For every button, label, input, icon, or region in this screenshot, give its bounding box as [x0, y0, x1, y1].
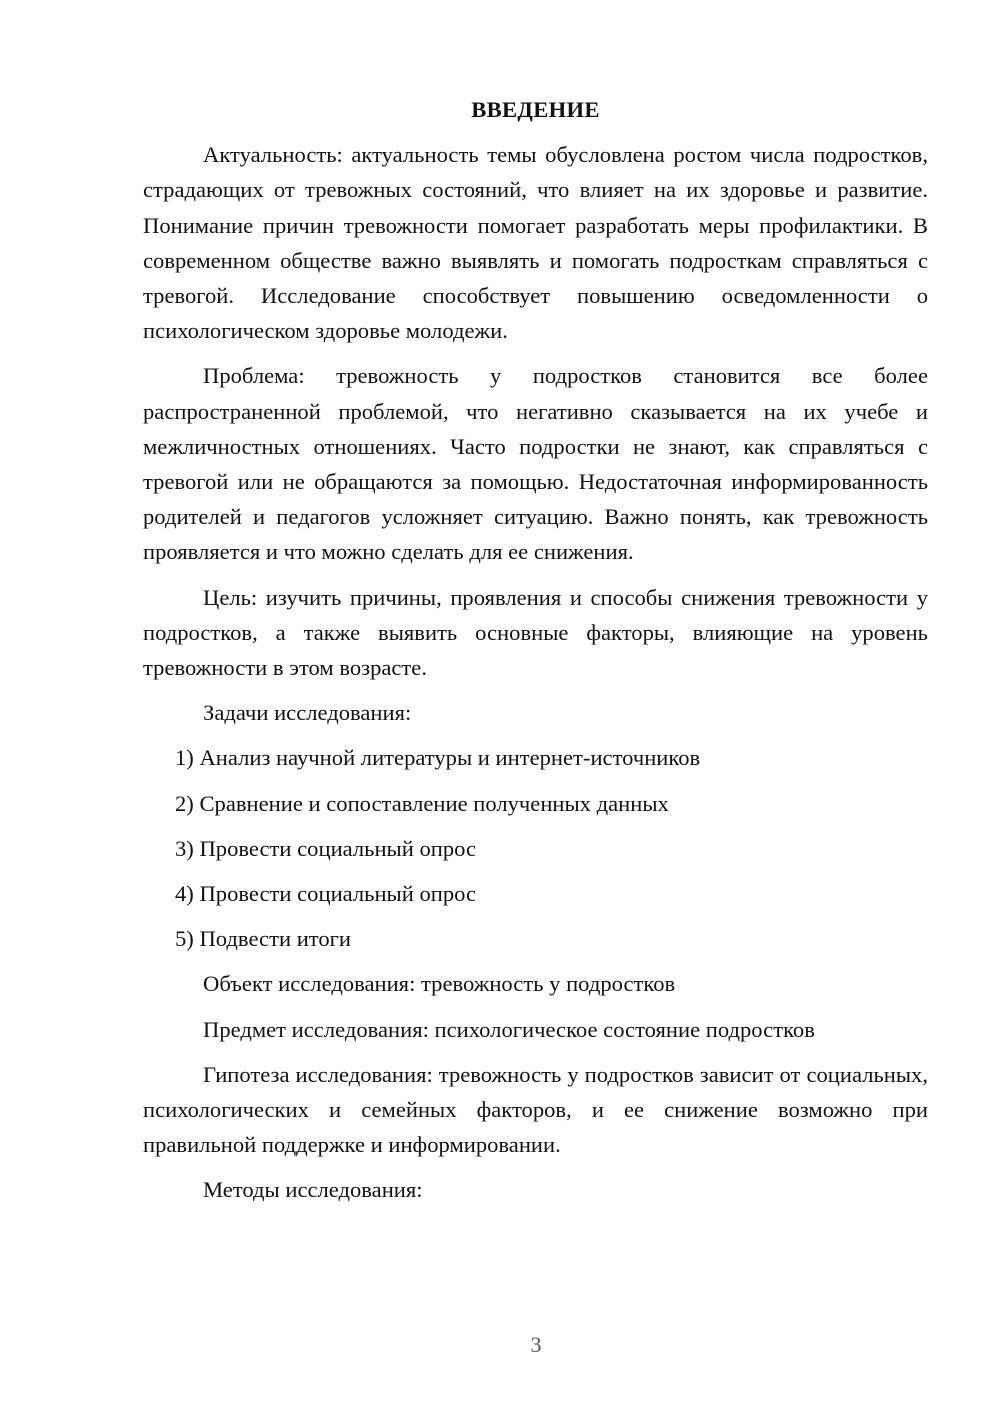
task-item: 2) Сравнение и сопоставление полученных данных	[175, 790, 669, 816]
subject-line: Предмет исследования: психологическое состояние подростков	[203, 1016, 815, 1042]
section-title: ВВЕДЕНИЕ	[471, 97, 600, 122]
goal-paragraph: Цель: изучить причины, проявления и способы снижения тревожности у подростков, а также выявить основные факторы, влияющие на уровень тревожности в этом возрасте.	[143, 584, 928, 681]
document-page	[143, 92, 928, 1218]
relevance-paragraph: Актуальность: актуальность темы обусловлена ростом числа подростков, страдающих от тревожных состояний, что влияет на их здоровье и развитие. Понимание причин тревожности помогает разработать меры профилактики. В современном обществе важно выявлять и помогать подросткам справляться с тревогой. Исследование способствует повышению осведомленности о психологическом здоровье молодежи.	[143, 142, 928, 344]
task-item: 4) Провести социальный опрос	[175, 881, 477, 907]
object-line: Объект исследования: тревожность у подростков	[203, 971, 676, 997]
page-number: 3	[530, 1332, 542, 1357]
task-item: 3) Провести социальный опрос	[175, 835, 477, 861]
tasks-heading: Задачи исследования:	[203, 700, 412, 726]
methods-heading: Методы исследования:	[203, 1177, 423, 1203]
task-item: 5) Подвести итоги	[175, 926, 352, 952]
hypothesis-paragraph: Гипотеза исследования: тревожность у подростков зависит от социальных, психологических и семейных факторов, и ее снижение возможно при правильной поддержке и информировании.	[143, 1061, 928, 1158]
task-item: 1) Анализ научной литературы и интернет-источников	[175, 745, 701, 771]
problem-paragraph: Проблема: тревожность у подростков становится все более распространенной проблемой, что негативно сказывается на их учебе и межличностных отношениях. Часто подростки не знают, как справляться с тревогой или не обращаются за помощью. Недостаточная информированность родителей и педагогов усложняет ситуацию. Важно понять, как тревожность проявляется и что можно сделать для ее снижения.	[143, 363, 928, 565]
